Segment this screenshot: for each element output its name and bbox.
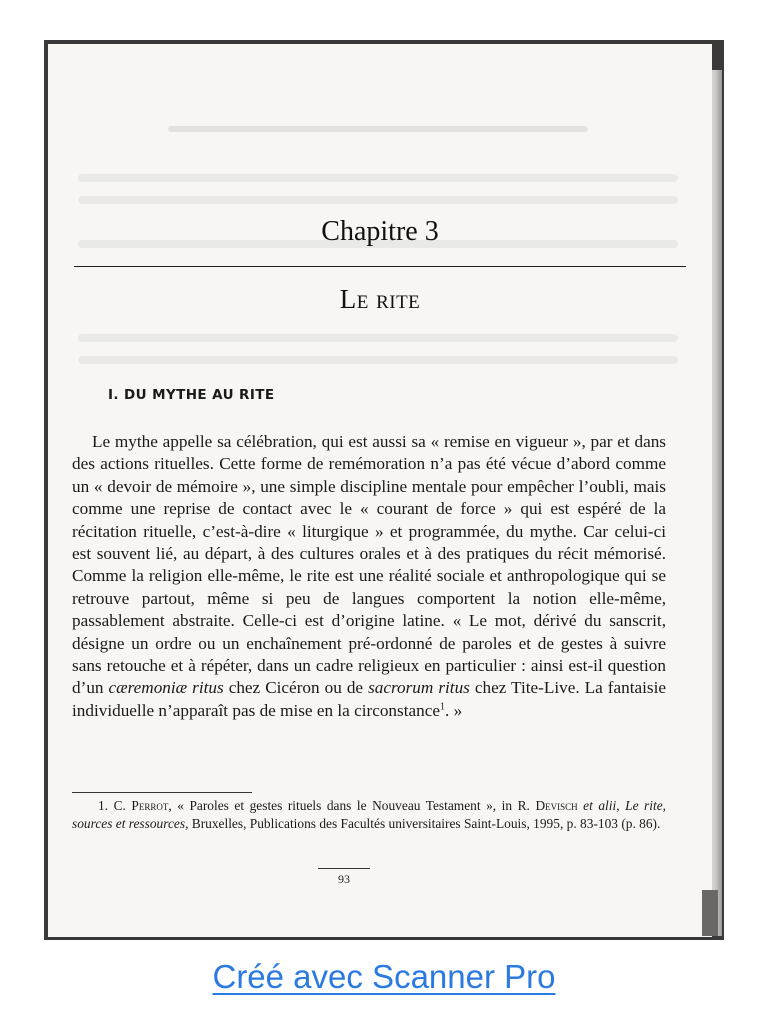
footnote-et-alii: et alii bbox=[583, 798, 617, 813]
watermark-link[interactable]: Créé avec Scanner Pro bbox=[212, 958, 556, 995]
scanner-watermark[interactable] bbox=[0, 958, 768, 996]
book-page bbox=[48, 44, 712, 937]
paragraph-text: Le mythe appelle sa célébration, qui est aussi sa « remise en vigueur », par et dans des actions rituelles. Cette forme de remémoration n’a pas été vécue d’abord comme un « devoir de mémoire », une simple discipline mentale pour empêcher l’oubli, mais comme une reprise de contact avec le « courant de force » qui est espéré de la récitation rituelle, c’est-à-dire « liturgique » et programmée, du mythe. Car celui-ci est souvent lié, au départ, à des cultures orales et à des pratiques du récit mémorisé. Comme la religion elle-même, le rite est une réalité sociale et anthropologique qui se retrouve partout, même si peu de langues comportent la notion elle-même, passablement abstraite. Celle-ci est d’origine latine. « Le mot, dérivé du sanscrit, désigne un ordre ou un enchaînement pré-ordonné de paroles et de gestes à suivre sans retouche et à répéter, dans un cadre religieux en particulier : ainsi est-il question d’un bbox=[72, 432, 666, 698]
show-through-line bbox=[78, 174, 678, 182]
footnote-reference: 1 bbox=[439, 701, 445, 713]
footnote-title: Le rite, sources et ressources bbox=[72, 798, 666, 831]
page-number-rule bbox=[318, 868, 370, 869]
footnote-number: 1. bbox=[98, 798, 109, 813]
footnote-author: Devisch bbox=[535, 798, 578, 813]
page-number: 93 bbox=[338, 872, 350, 886]
footnote-text: , « Paroles et gestes rituels dans le Nouveau Testament », in R. bbox=[168, 798, 530, 813]
section-heading: I. DU MYTHE AU RITE bbox=[108, 387, 275, 403]
show-through-line bbox=[78, 334, 678, 342]
paragraph-text: chez Tite-Live. La fantaisie individuelle n’apparaît pas de mise en la circonstance bbox=[72, 678, 667, 720]
show-through-line bbox=[78, 356, 678, 364]
chapter-rule bbox=[74, 266, 686, 267]
paragraph-text: . » bbox=[444, 700, 463, 720]
show-through-line bbox=[78, 196, 678, 204]
footnote-text: , Bruxelles, Publications des Facultés universitaires Saint-Louis, 1995, p. 83-103 (p. 86). bbox=[185, 815, 661, 831]
latin-term: sacrorum ritus bbox=[368, 678, 470, 698]
scan-corner bbox=[702, 890, 718, 936]
footnote: 1. C. Perrot, « Paroles et gestes rituels dans le Nouveau Testament », in R. Devisch et alii, Le rite, sources et ressources, Bruxelles, Publications des Facultés universitaires Saint-Louis, 1995, p. 83-103 (p. 86). bbox=[72, 798, 666, 831]
body-paragraph bbox=[72, 431, 666, 722]
chapter-title: Le rite bbox=[339, 284, 421, 314]
paragraph-text: chez Cicéron ou de bbox=[228, 678, 364, 698]
latin-term: cæremoniæ ritus bbox=[108, 678, 224, 698]
chapter-label: Chapitre 3 bbox=[321, 216, 439, 247]
footnote-author: C. Perrot bbox=[113, 798, 169, 813]
footnote-rule bbox=[72, 792, 252, 793]
show-through-running-head bbox=[168, 126, 588, 132]
